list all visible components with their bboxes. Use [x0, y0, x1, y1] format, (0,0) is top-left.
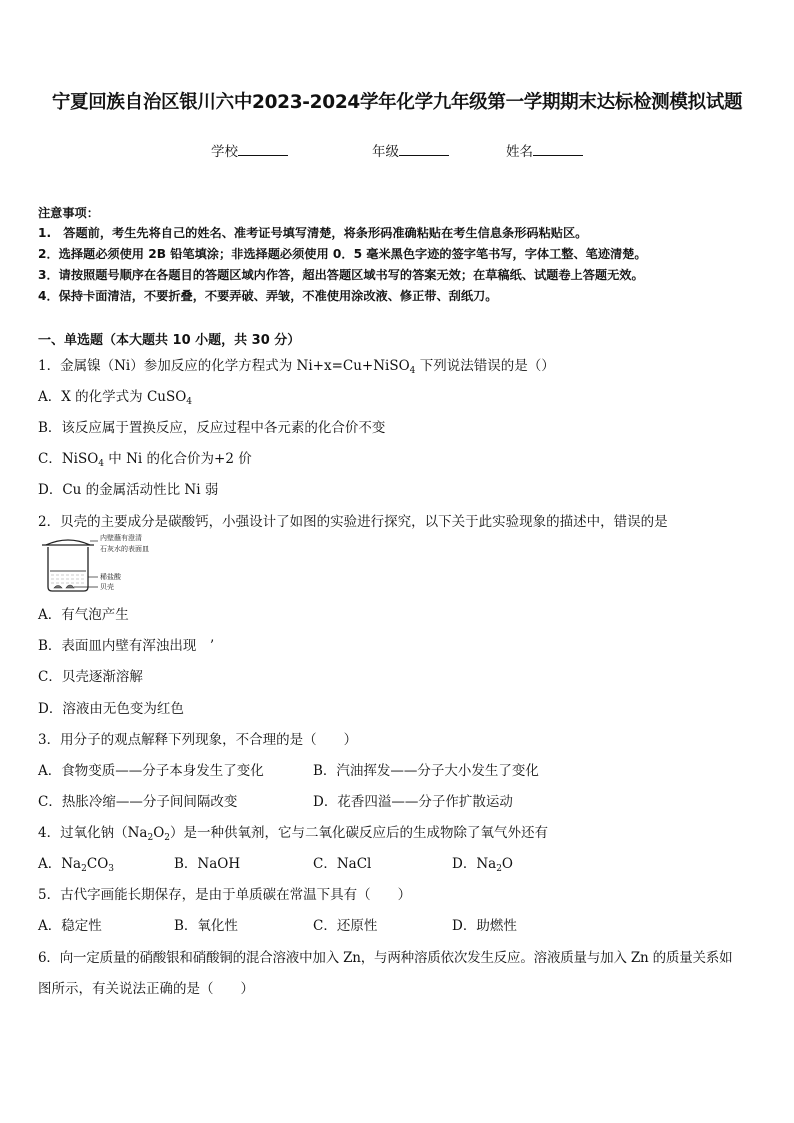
name-field [506, 140, 583, 160]
question-3-option-a[interactable]: A．食物变质——分子本身发生了变化 [38, 763, 264, 779]
name-label: 姓名 [506, 144, 533, 160]
question-4-option-d[interactable]: D．$Na_2O$ [452, 856, 513, 874]
exam-title: 宁夏回族自治区银川六中2023-2024学年化学九年级第一学期期末达标检测模拟试题 [51, 92, 743, 113]
question-4-option-a[interactable]: A．$Na_2CO_3$ [38, 856, 114, 874]
question-1-stem: 1．金属镍（Ni）参加反应的化学方程式为 Ni+x=Cu+NiSO$_4$ 下列说法错误的是（） [38, 358, 555, 376]
question-2-stem: 2．贝壳的主要成分是碳酸钙，小强设计了如图的实验进行探究，以下关于此实验现象的描述中，错误的是 [38, 514, 668, 530]
notice-heading: 注意事项： [38, 206, 99, 220]
question-5-option-c[interactable]: C．还原性 [313, 918, 378, 934]
question-6-stem-line-2: 图所示，有关说法正确的是（ ） [38, 981, 254, 997]
question-5-stem: 5．古代字画能长期保存，是由于单质碳在常温下具有（ ） [38, 887, 412, 903]
figure-label-3: 稀盐酸 [100, 573, 121, 581]
school-blank[interactable] [238, 142, 288, 156]
figure-label-4: 贝壳 [100, 583, 114, 591]
figure-label-1: 内壁蘸有澄清 [100, 534, 142, 542]
question-3-option-d[interactable]: D．花香四溢——分子作扩散运动 [313, 794, 513, 810]
grade-label: 年级 [372, 144, 399, 160]
section-heading: 一、单选题（本大题共 10 小题，共 30 分） [38, 333, 301, 348]
notice-item-2: 2．选择题必须使用 2B 铅笔填涂；非选择题必须使用 0．5 毫米黑色字迹的签字笔书写，字体工整、笔迹清楚。 [38, 247, 647, 261]
question-4-stem: 4．过氧化钠$(Na_2O_2)$是一种供氧剂，它与二氧化碳反应后的生成物除了氧气外还有 [38, 825, 548, 843]
grade-blank[interactable] [399, 142, 449, 156]
question-5-option-b[interactable]: B．氧化性 [174, 918, 238, 934]
question-6-stem-line-1: 6．向一定质量的硝酸银和硝酸铜的混合溶液中加入 Zn，与两种溶质依次发生反应。溶液质量与加入 Zn 的质量关系如 [38, 950, 733, 966]
question-3-option-c[interactable]: C．热胀冷缩——分子间间隔改变 [38, 794, 238, 810]
figure-label-2: 石灰水的表面皿 [100, 545, 149, 553]
question-5-option-d[interactable]: D．助燃性 [452, 918, 517, 934]
question-1-option-c[interactable]: C．NiSO$_4$ 中 Ni 的化合价为+2 价 [38, 451, 252, 469]
question-3-stem: 3．用分子的观点解释下列现象，不合理的是（ ） [38, 732, 358, 748]
question-1-option-a[interactable]: A．X 的化学式为 CuSO$_4$ [38, 389, 193, 407]
experiment-apparatus-figure [38, 533, 168, 595]
notice-item-3: 3．请按照题号顺序在各题目的答题区域内作答，超出答题区域书写的答案无效；在草稿纸、试题卷上答题无效。 [38, 268, 644, 282]
question-2-option-c[interactable]: C．贝壳逐渐溶解 [38, 669, 143, 685]
notice-item-1: 1. 答题前，考生先将自己的姓名、准考证号填写清楚，将条形码准确粘贴在考生信息条形码粘贴区。 [38, 226, 588, 240]
question-2-option-b[interactable]: B．表面皿内壁有浑浊出现 ’ [38, 638, 215, 654]
question-1-option-b[interactable]: B．该反应属于置换反应，反应过程中各元素的化合价不变 [38, 420, 386, 436]
question-4-option-b[interactable]: B．NaOH [174, 856, 241, 872]
question-3-option-b[interactable]: B．汽油挥发——分子大小发生了变化 [313, 763, 539, 779]
question-5-option-a[interactable]: A．稳定性 [38, 918, 102, 934]
question-2-option-a[interactable]: A．有气泡产生 [38, 607, 129, 623]
grade-field [372, 140, 449, 160]
school-field [211, 140, 288, 160]
question-4-option-c[interactable]: C．NaCl [313, 856, 372, 872]
notice-item-4: 4．保持卡面清洁，不要折叠，不要弄破、弄皱，不准使用涂改液、修正带、刮纸刀。 [38, 289, 498, 303]
question-1-option-d[interactable]: D．Cu 的金属活动性比 Ni 弱 [38, 482, 219, 498]
school-label: 学校 [211, 144, 238, 160]
question-2-option-d[interactable]: D．溶液由无色变为红色 [38, 701, 184, 717]
name-blank[interactable] [533, 142, 583, 156]
